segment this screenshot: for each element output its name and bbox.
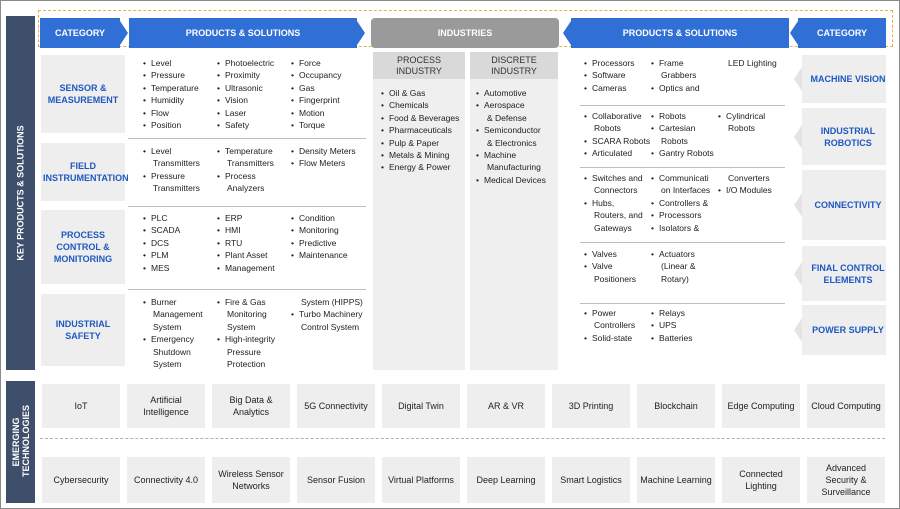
emerging-tech-box	[297, 384, 375, 428]
right-category-arrow	[794, 67, 802, 91]
right-row-item: • Processors	[584, 57, 635, 69]
process-industry-title	[373, 52, 465, 79]
left-row-item: • PLM	[143, 249, 180, 261]
right-row-item: Grabbers	[661, 70, 697, 81]
left-row-item: Transmitters	[153, 158, 200, 169]
discrete-industry-item: • Machine	[476, 149, 546, 161]
emerging-tech-box	[42, 457, 120, 503]
emerging-tech-box	[467, 457, 545, 503]
right-row-column	[584, 307, 635, 344]
left-row-column	[291, 212, 348, 262]
left-row-item: • Force	[291, 57, 342, 69]
left-row-item: • Maintenance	[291, 249, 348, 261]
emerging-tech-box	[212, 457, 290, 503]
right-category-label: INDUSTRIAL ROBOTICS	[820, 125, 876, 148]
right-row-item: Gateways	[594, 222, 632, 233]
emerging-tech-box	[382, 457, 460, 503]
left-category-label: FIELD INSTRUMENTATION	[43, 161, 129, 183]
right-row-column	[584, 57, 635, 94]
left-row-column	[217, 296, 275, 370]
right-row-item: Robots	[661, 135, 688, 146]
right-row-column	[651, 57, 700, 94]
header-right-products-text: PRODUCTS & SOLUTIONS	[622, 28, 738, 38]
right-row-item: • Collaborative	[584, 110, 650, 122]
right-row-item: • Cartesian	[651, 122, 714, 134]
emerging-tech-label: Smart Logistics	[560, 475, 622, 485]
left-row-item: • Humidity	[143, 94, 199, 106]
right-category-box	[802, 108, 886, 165]
header-industries	[371, 18, 559, 48]
right-row-item: Robots	[728, 123, 755, 134]
right-row-item: Positioners	[594, 273, 637, 284]
emerging-tech-box	[297, 457, 375, 503]
left-row-separator	[128, 138, 366, 139]
right-row-item: LED Lighting	[728, 58, 777, 68]
emerging-tech-label: AR & VR	[487, 401, 524, 411]
right-row-item: • Robots	[651, 110, 714, 122]
right-row-item: • Controllers &	[651, 197, 710, 209]
emerging-tech-label: Digital Twin	[398, 401, 444, 411]
right-row-column	[718, 172, 772, 197]
arrow-right-products	[563, 21, 571, 45]
header-left-products-text: PRODUCTS & SOLUTIONS	[185, 28, 301, 38]
left-row-item: Protection	[227, 359, 266, 370]
right-row-item: • I/O Modules	[718, 184, 772, 196]
left-row-item: • Fire & Gas	[217, 296, 275, 308]
left-row-item: • Burner	[143, 296, 203, 308]
left-row-item: System	[227, 321, 256, 332]
header-right-category	[798, 18, 886, 48]
left-row-column	[291, 57, 342, 131]
right-row-item: Controllers	[594, 320, 636, 331]
process-industry-item: • Pulp & Paper	[381, 137, 459, 149]
right-category-box	[802, 246, 886, 301]
left-row-item: • Flow Meters	[291, 157, 356, 169]
right-row-item: (Linear &	[661, 261, 696, 272]
right-row-column	[584, 248, 636, 285]
arrow-right-category	[790, 21, 798, 45]
discrete-industry-item: • Aerospace	[476, 99, 546, 111]
right-category-box	[802, 305, 886, 355]
right-row-item: • Switches and	[584, 172, 643, 184]
emerging-tech-label: Artificial Intelligence	[143, 395, 189, 417]
right-row-column	[584, 110, 650, 160]
right-row-item: • Solid-state	[584, 332, 635, 344]
process-industry-item: • Pharmaceuticals	[381, 124, 459, 136]
left-row-item: • Temperature	[143, 82, 199, 94]
left-row-column	[143, 212, 180, 274]
emerging-tech-label: Advanced Security & Surveillance	[821, 463, 871, 497]
left-row-item: • Turbo Machinery	[291, 308, 363, 320]
right-row-item: Rotary)	[661, 273, 689, 284]
left-row-item: System	[153, 321, 182, 332]
right-row-separator	[580, 105, 785, 106]
left-row-item: Management	[153, 309, 203, 320]
right-row-item: • Cylindrical	[718, 110, 765, 122]
left-row-item: System (HIPPS)	[301, 297, 363, 307]
right-row-item: • Software	[584, 69, 635, 81]
header-industries-text: INDUSTRIES	[437, 28, 493, 38]
left-row-item: • Safety	[217, 119, 274, 131]
emerging-tech-label: Blockchain	[654, 401, 698, 411]
left-row-item: Analyzers	[227, 183, 265, 194]
right-category-arrow	[794, 318, 802, 342]
emerging-divider	[40, 438, 885, 439]
left-row-item: • Position	[143, 119, 199, 131]
right-row-item: • Gantry Robots	[651, 147, 714, 159]
left-row-item: • Motion	[291, 107, 342, 119]
side-label-emerging	[6, 381, 35, 503]
emerging-tech-label: Cybersecurity	[53, 475, 109, 485]
left-row-item: • High-integrity	[217, 333, 275, 345]
emerging-tech-box	[552, 457, 630, 503]
discrete-industry-item: • Medical Devices	[476, 174, 546, 186]
right-row-item: on Interfaces	[661, 185, 711, 196]
left-row-item: System	[153, 359, 182, 370]
right-category-arrow	[794, 193, 802, 217]
right-category-arrow	[794, 125, 802, 149]
right-row-item: • Valve	[584, 260, 636, 272]
discrete-industry-item: Manufacturing	[487, 162, 541, 173]
discrete-industry-title	[470, 52, 558, 79]
emerging-tech-label: IoT	[74, 401, 88, 411]
right-row-item: • Batteries	[651, 332, 693, 344]
right-category-label: CONNECTIVITY	[814, 200, 882, 210]
right-row-item: Routers, and	[594, 210, 643, 221]
left-row-column	[143, 145, 200, 195]
emerging-tech-label: Wireless Sensor Networks	[218, 469, 284, 491]
left-row-item: • Gas	[291, 82, 342, 94]
emerging-tech-label: Virtual Platforms	[388, 475, 454, 485]
left-row-item: • HMI	[217, 224, 275, 236]
emerging-tech-box	[552, 384, 630, 428]
left-row-item: • Laser	[217, 107, 274, 119]
left-category-box	[41, 55, 125, 133]
header-left-category-text: CATEGORY	[54, 28, 105, 38]
right-category-box	[802, 55, 886, 103]
left-row-item: Transmitters	[153, 183, 200, 194]
discrete-industry-item: & Defense	[487, 112, 527, 123]
right-row-separator	[580, 167, 785, 168]
emerging-tech-label: Sensor Fusion	[306, 475, 366, 485]
left-row-column	[217, 145, 274, 195]
process-industry-title-text: PROCESS INDUSTRY	[396, 54, 442, 76]
discrete-industry-item: • Semiconductor	[476, 124, 546, 136]
left-row-item: • Predictive	[291, 237, 348, 249]
emerging-tech-box	[467, 384, 545, 428]
right-row-item: • UPS	[651, 319, 693, 331]
right-category-box	[802, 170, 886, 240]
emerging-tech-box	[382, 384, 460, 428]
right-row-item: • SCARA Robots	[584, 135, 650, 147]
emerging-tech-box	[807, 457, 885, 503]
side-label-key-text: KEY PRODUCTS & SOLUTIONS	[15, 125, 26, 261]
side-label-key-products	[6, 16, 35, 370]
left-row-item: Transmitters	[227, 158, 274, 169]
left-row-item: • Emergency	[143, 333, 203, 345]
discrete-industry-list	[476, 87, 546, 186]
left-row-column	[217, 57, 274, 131]
left-row-item: • Ultrasonic	[217, 82, 274, 94]
right-row-column	[718, 57, 777, 69]
emerging-tech-label: Machine Learning	[640, 475, 712, 485]
right-row-item: • Isolators &	[651, 222, 710, 234]
left-category-label: INDUSTRIAL SAFETY	[55, 319, 111, 341]
right-row-item: • Relays	[651, 307, 693, 319]
left-row-item: • Management	[217, 262, 275, 274]
arrow-left-products	[357, 21, 365, 45]
process-industry-item: • Metals & Mining	[381, 149, 459, 161]
process-industry-item: • Chemicals	[381, 99, 459, 111]
header-right-category-text: CATEGORY	[816, 28, 867, 38]
left-row-item: • RTU	[217, 237, 275, 249]
right-row-item: • Articulated	[584, 147, 650, 159]
left-row-item: • PLC	[143, 212, 180, 224]
right-row-item: • Processors	[651, 209, 710, 221]
right-row-separator	[580, 242, 785, 243]
emerging-tech-label: Deep Learning	[476, 475, 536, 485]
left-category-label: SENSOR & MEASUREMENT	[47, 83, 119, 105]
left-row-item: Pressure	[227, 346, 262, 357]
emerging-tech-box	[807, 384, 885, 428]
right-row-item: • Communicati	[651, 172, 710, 184]
left-row-item: • ERP	[217, 212, 275, 224]
left-row-item: • Torque	[291, 119, 342, 131]
right-row-item: Converters	[728, 173, 770, 183]
emerging-tech-box	[722, 384, 800, 428]
right-row-separator	[580, 303, 785, 304]
discrete-industry-title-text: DISCRETE INDUSTRY	[491, 54, 537, 76]
left-row-separator	[128, 206, 366, 207]
right-row-column	[718, 110, 765, 135]
left-row-column	[217, 212, 275, 274]
process-industry-list	[381, 87, 459, 174]
emerging-tech-box	[212, 384, 290, 428]
left-row-item: • Temperature	[217, 145, 274, 157]
arrow-left-category	[120, 21, 128, 45]
right-row-column	[584, 172, 643, 234]
discrete-industry-item: & Electronics	[487, 137, 537, 148]
emerging-tech-box	[127, 457, 205, 503]
left-row-column	[143, 296, 203, 370]
left-category-box	[41, 143, 129, 201]
process-industry-item: • Oil & Gas	[381, 87, 459, 99]
left-row-separator	[128, 289, 366, 290]
emerging-tech-label: Cloud Computing	[811, 401, 881, 411]
discrete-industry-item: • Automotive	[476, 87, 546, 99]
right-row-item: • Cameras	[584, 82, 635, 94]
right-row-item: • Power	[584, 307, 635, 319]
emerging-tech-label: Connected Lighting	[739, 469, 783, 491]
left-row-item: Control System	[301, 321, 360, 332]
right-row-column	[651, 248, 696, 285]
left-row-item: • Photoelectric	[217, 57, 274, 69]
header-left-products	[129, 18, 357, 48]
emerging-tech-box	[127, 384, 205, 428]
emerging-tech-label: Connectivity 4.0	[133, 475, 199, 485]
left-category-box	[41, 294, 125, 366]
right-row-item: Connectors	[594, 185, 638, 196]
left-row-column	[291, 145, 356, 170]
right-row-column	[651, 172, 710, 234]
right-row-item: • Valves	[584, 248, 636, 260]
left-row-item: • Process	[217, 170, 274, 182]
left-row-column	[143, 57, 199, 131]
emerging-tech-box	[637, 384, 715, 428]
right-row-item: • Actuators	[651, 248, 696, 260]
left-category-box	[41, 210, 125, 284]
emerging-tech-label: Edge Computing	[727, 401, 795, 411]
left-row-item: • Level	[143, 145, 200, 157]
right-row-item: Robots	[594, 123, 621, 134]
emerging-tech-label: 3D Printing	[568, 401, 614, 411]
left-row-column	[291, 296, 363, 333]
left-row-item: • Flow	[143, 107, 199, 119]
left-row-item: • Density Meters	[291, 145, 356, 157]
side-label-emerging-text: EMERGING TECHNOLOGIES	[10, 404, 31, 477]
left-row-item: • Condition	[291, 212, 348, 224]
right-row-column	[651, 110, 714, 160]
emerging-tech-box	[42, 384, 120, 428]
left-row-item: • Fingerprint	[291, 94, 342, 106]
header-right-products	[571, 18, 789, 48]
process-industry-item: • Energy & Power	[381, 161, 459, 173]
left-row-item: • Proximity	[217, 69, 274, 81]
right-category-label: MACHINE VISION	[810, 74, 886, 84]
right-row-item: • Hubs,	[584, 197, 643, 209]
process-industry-item: • Food & Beverages	[381, 112, 459, 124]
left-row-item: • SCADA	[143, 224, 180, 236]
header-left-category	[40, 18, 120, 48]
emerging-tech-box	[637, 457, 715, 503]
right-row-item: • Optics and	[651, 82, 700, 94]
left-row-item: • MES	[143, 262, 180, 274]
left-row-item: • Vision	[217, 94, 274, 106]
emerging-tech-label: Big Data & Analytics	[229, 395, 273, 417]
right-row-column	[651, 307, 693, 344]
left-category-label: PROCESS CONTROL & MONITORING	[53, 230, 113, 264]
left-row-item: • Plant Asset	[217, 249, 275, 261]
left-row-item: • Level	[143, 57, 199, 69]
left-row-item: Monitoring	[227, 309, 267, 320]
right-row-item: • Frame	[651, 57, 700, 69]
left-row-item: • Pressure	[143, 69, 199, 81]
emerging-tech-label: 5G Connectivity	[304, 401, 368, 411]
left-row-item: Shutdown	[153, 346, 191, 357]
left-row-item: • Monitoring	[291, 224, 348, 236]
left-row-item: • Pressure	[143, 170, 200, 182]
left-row-item: • Occupancy	[291, 69, 342, 81]
emerging-tech-box	[722, 457, 800, 503]
right-category-label: FINAL CONTROL ELEMENTS	[811, 262, 885, 285]
right-category-label: POWER SUPPLY	[812, 325, 884, 335]
right-category-arrow	[794, 262, 802, 286]
left-row-item: • DCS	[143, 237, 180, 249]
